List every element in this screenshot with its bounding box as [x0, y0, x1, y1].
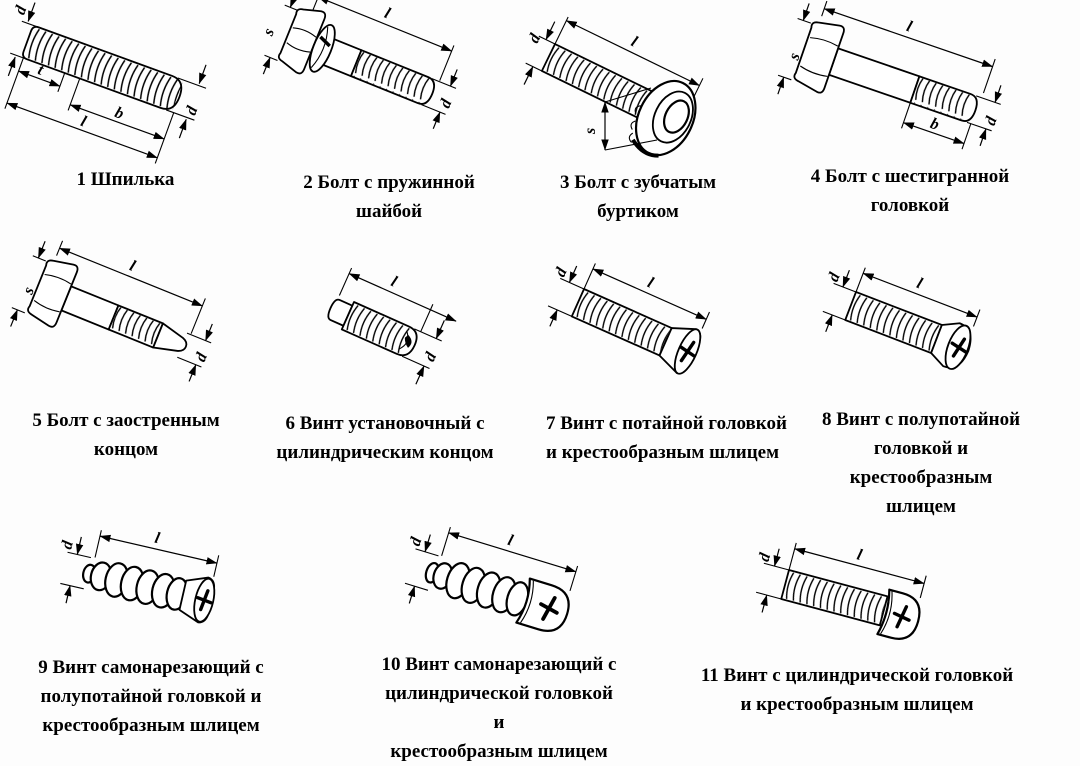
- caption-line: шлицем: [886, 496, 956, 517]
- thread-texture: [573, 289, 671, 355]
- dim-label-l: l: [381, 4, 393, 23]
- dim-label-d: d: [406, 535, 426, 549]
- caption-1: [38, 165, 213, 194]
- caption-5: [28, 406, 224, 464]
- thread-texture: [352, 51, 430, 103]
- caption-line: 1 Шпилька: [76, 169, 175, 190]
- figure-4-hex-bolt: [785, 2, 1062, 160]
- caption-line: и крестообразным шлицем: [546, 442, 780, 463]
- caption-4: [804, 162, 1016, 220]
- dim-label-d: d: [551, 265, 571, 280]
- figure-11-pan-head-screw: [755, 528, 993, 658]
- caption-6: [276, 409, 494, 467]
- caption-line: 11 Винт с цилиндрической головкой: [700, 665, 1014, 686]
- caption-10: [378, 650, 620, 766]
- caption-7: [546, 409, 796, 467]
- caption-line: полупотайной головкой и: [40, 686, 262, 707]
- figure-6-set-screw: [318, 248, 508, 388]
- dim-label-l: l: [78, 113, 89, 131]
- caption-2: [294, 168, 484, 226]
- caption-line: 6 Винт установочный с: [285, 413, 485, 434]
- caption-line: 2 Болт с пружинной: [303, 172, 475, 193]
- caption-3: [548, 168, 728, 226]
- caption-line: 9 Винт самонарезающий с: [38, 657, 264, 678]
- thread-texture: [25, 27, 183, 111]
- dim-label-s: s: [582, 127, 599, 134]
- dim-label-s: s: [19, 284, 38, 297]
- caption-11: [698, 661, 1016, 719]
- dim-label-d: d: [11, 3, 31, 17]
- figure-8-raised-countersunk-screw: [824, 254, 1023, 390]
- figure-3-bolt-toothed-flange: [525, 0, 760, 166]
- dim-label-b: b: [112, 104, 126, 123]
- caption-line: цилиндрическим концом: [276, 442, 494, 463]
- dim-label-d: d: [525, 31, 545, 46]
- caption-line: и крестообразным шлицем: [740, 694, 974, 715]
- dim-label-s: s: [259, 26, 279, 39]
- dim-label-d: d: [421, 349, 441, 365]
- caption-line: 8 Винт с полупотайной: [821, 409, 1021, 430]
- caption-line: 10 Винт самонарезающий с: [381, 654, 617, 675]
- dim-label-t: t: [35, 61, 46, 79]
- caption-line: головкой и крестообразным: [849, 438, 993, 488]
- thread-texture: [343, 302, 412, 355]
- dim-label-b: b: [928, 115, 942, 134]
- dim-label-l: l: [388, 273, 400, 291]
- dim-label-l: l: [127, 257, 138, 275]
- caption-8: [810, 405, 1032, 521]
- dim-label-d: d: [192, 350, 211, 365]
- caption-line: 7 Винт с потайной головкой: [546, 413, 787, 434]
- dim-label-l: l: [914, 274, 925, 293]
- figure-1-stud: [11, 0, 240, 162]
- dim-label-d: d: [436, 96, 456, 111]
- thread-texture: [782, 570, 886, 625]
- figure-9-self-tapping-raised-csk: [55, 518, 297, 648]
- dim-label-l: l: [153, 529, 162, 548]
- dim-label-l: l: [904, 18, 915, 36]
- caption-line: цилиндрической головкой и: [385, 683, 613, 733]
- caption-9: [33, 653, 269, 740]
- dim-label-l: l: [505, 531, 515, 550]
- figure-2-bolt-spring-washer: [259, 0, 510, 158]
- caption-line: концом: [93, 439, 159, 460]
- caption-line: крестообразным шлицем: [42, 715, 260, 736]
- bolt-shank: [61, 286, 118, 329]
- caption-line: шайбой: [355, 201, 423, 222]
- caption-line: 5 Болт с заостренным: [32, 410, 220, 431]
- dim-label-d2: d: [182, 104, 202, 118]
- caption-line: 3 Болт с зубчатым: [559, 172, 717, 193]
- figure-7-countersunk-screw: [552, 253, 764, 398]
- dim-label-d: d: [824, 270, 844, 285]
- dim-label-l: l: [628, 33, 640, 51]
- caption-line: головкой: [870, 195, 950, 216]
- dim-label-s: s: [785, 50, 804, 63]
- figure-10-self-tapping-pan-head: [398, 512, 640, 652]
- figure-5-pointed-bolt: [19, 252, 243, 404]
- dim-label-d: d: [755, 551, 775, 564]
- caption-line: 4 Болт с шестигранной: [810, 166, 1010, 187]
- dim-label-l: l: [855, 546, 864, 565]
- dim-label-l: l: [644, 274, 656, 292]
- caption-line: крестообразным шлицем: [390, 741, 608, 762]
- dim-label-d: d: [981, 114, 1001, 128]
- bolt-shank: [829, 48, 919, 102]
- thread-texture: [846, 292, 941, 352]
- caption-line: буртиком: [597, 201, 679, 222]
- dim-label-d: d: [58, 539, 77, 551]
